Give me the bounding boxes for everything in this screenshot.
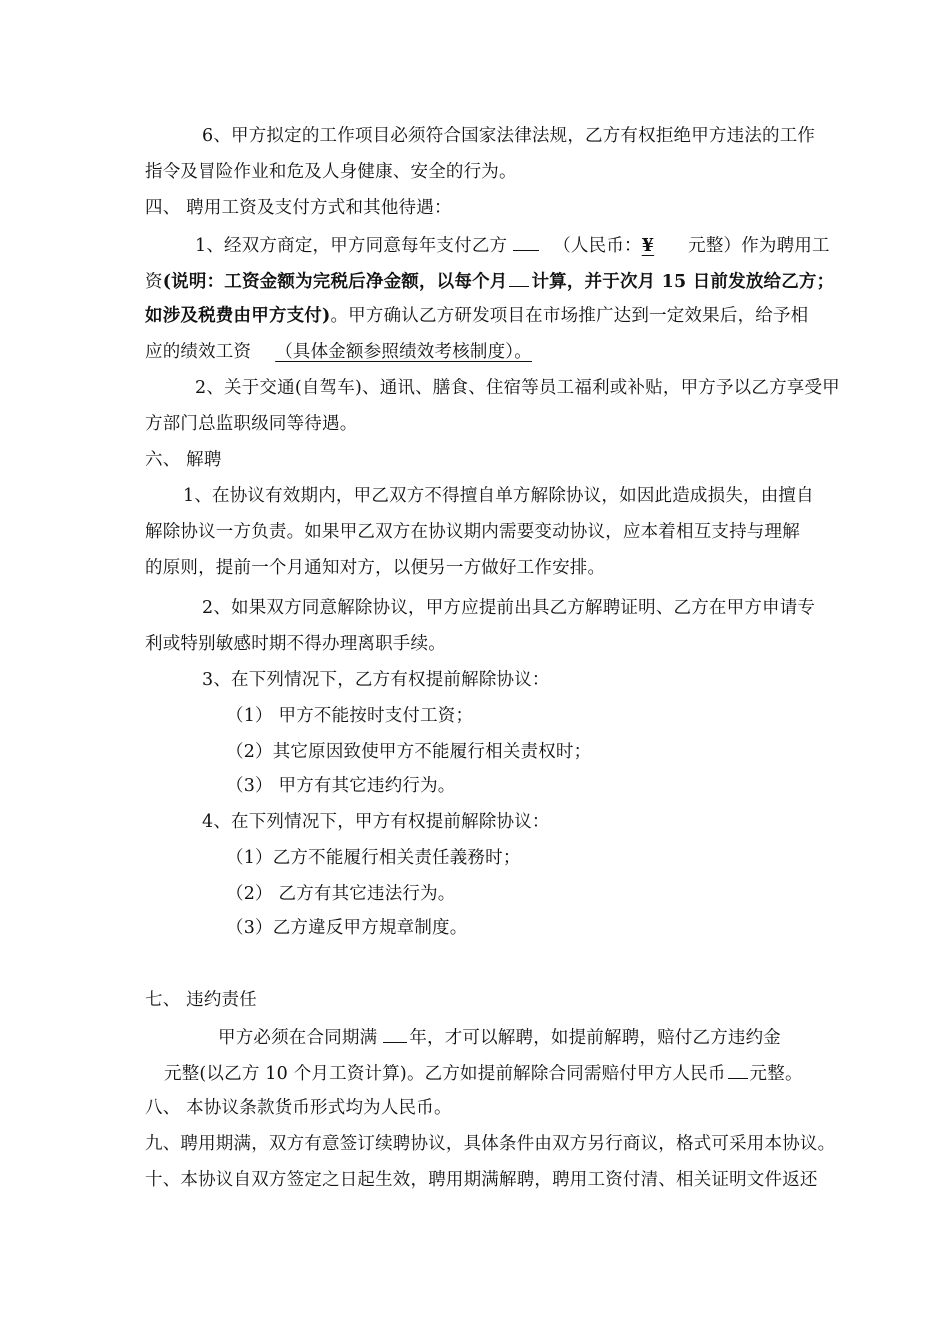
underlined-text-run: （具体金额参照绩效考核制度）。 bbox=[275, 342, 532, 362]
text-run: 应的绩效工资 bbox=[145, 342, 252, 362]
section-heading: 七、 违约责任 bbox=[145, 990, 257, 1010]
text-run: 元整）作为聘用工 bbox=[688, 236, 830, 256]
text-run: 资 bbox=[145, 272, 163, 292]
list-item: （2）其它原因致使甲方不能履行相关责权时； bbox=[226, 742, 592, 762]
bold-text-run: (说明：工资金额为完税后净金额，以每个月 bbox=[162, 272, 508, 292]
paragraph-line: 2、如果双方同意解除协议，甲方应提前出具乙方解聘证明、乙方在甲方申请专 bbox=[202, 598, 816, 618]
text-run: 甲方必须在合同期满 bbox=[218, 1028, 378, 1048]
paragraph-line: 1、在协议有效期内，甲乙双方不得擅自单方解除协议，如因此造成损失，由擅自 bbox=[183, 486, 814, 506]
section-heading: 四、 聘用工资及支付方式和其他待遇： bbox=[145, 198, 452, 218]
paragraph-line: 6、甲方拟定的工作项目必须符合国家法律法规，乙方有权拒绝甲方违法的工作 bbox=[202, 126, 816, 146]
text-run: 。甲方确认乙方研发项目在市场推广达到一定效果后，给予相 bbox=[330, 306, 809, 326]
paragraph-line bbox=[145, 340, 538, 364]
text-run: 元整(以乙方 10 个月工资计算)。乙方如提前解除合同需赔付甲方人民币 bbox=[164, 1064, 726, 1084]
section-heading: 十、本协议自双方签定之日起生效，聘用期满解聘，聘用工资付清、相关证明文件返还 bbox=[145, 1170, 818, 1190]
text-run: 元整。 bbox=[749, 1064, 803, 1084]
blank-field bbox=[509, 268, 529, 287]
text-run: 年，才可以解聘，如提前解聘，赔付乙方违约金 bbox=[409, 1028, 782, 1048]
list-item: （1） 甲方不能按时支付工资； bbox=[226, 706, 474, 726]
section-heading: 八、 本协议条款货币形式均为人民币。 bbox=[145, 1098, 452, 1118]
paragraph-line bbox=[145, 268, 834, 294]
paragraph-line: 利或特别敏感时期不得办理离职手续。 bbox=[145, 634, 446, 654]
bold-text-run: 如涉及税费由甲方支付) bbox=[145, 306, 331, 326]
section-heading: 六、 解聘 bbox=[145, 450, 222, 470]
paragraph-line: 2、关于交通(自驾车)、通讯、膳食、住宿等员工福利或补贴，甲方予以乙方享受甲 bbox=[195, 378, 840, 398]
text-run: 1、经双方商定，甲方同意每年支付乙方 bbox=[195, 236, 508, 256]
paragraph-line: 方部门总监职级同等待遇。 bbox=[145, 414, 358, 434]
list-item: （3） 甲方有其它违约行为。 bbox=[226, 776, 456, 796]
paragraph-line bbox=[145, 304, 808, 328]
list-item: （3）乙方違反甲方規章制度。 bbox=[226, 918, 468, 938]
section-heading: 九、聘用期满，双方有意签订续聘协议，具体条件由双方另行商议，格式可采用本协议。 bbox=[145, 1134, 836, 1154]
paragraph-line bbox=[195, 232, 830, 258]
list-heading: 3、在下列情况下，乙方有权提前解除协议： bbox=[202, 670, 550, 690]
paragraph-line: 解除协议一方负责。如果甲乙双方在协议期内需要变动协议，应本着相互支持与理解 bbox=[145, 522, 800, 542]
list-item: （2） 乙方有其它违法行为。 bbox=[226, 884, 456, 904]
currency-symbol: ¥ bbox=[641, 236, 655, 256]
paragraph-line bbox=[164, 1060, 803, 1086]
paragraph-line: 指令及冒险作业和危及人身健康、安全的行为。 bbox=[145, 162, 517, 182]
paragraph-line bbox=[218, 1024, 781, 1050]
list-heading: 4、在下列情况下，甲方有权提前解除协议： bbox=[202, 812, 550, 832]
blank-field bbox=[383, 1024, 407, 1043]
blank-field bbox=[728, 1060, 748, 1079]
paragraph-line: 的原则，提前一个月通知对方，以便另一方做好工作安排。 bbox=[145, 558, 606, 578]
text-run: （人民币： bbox=[553, 236, 642, 256]
list-item: （1）乙方不能履行相关责任義務时； bbox=[226, 848, 521, 868]
bold-text-run: 计算，并于次月 15 日前发放给乙方； bbox=[531, 272, 835, 292]
blank-field bbox=[513, 232, 539, 251]
